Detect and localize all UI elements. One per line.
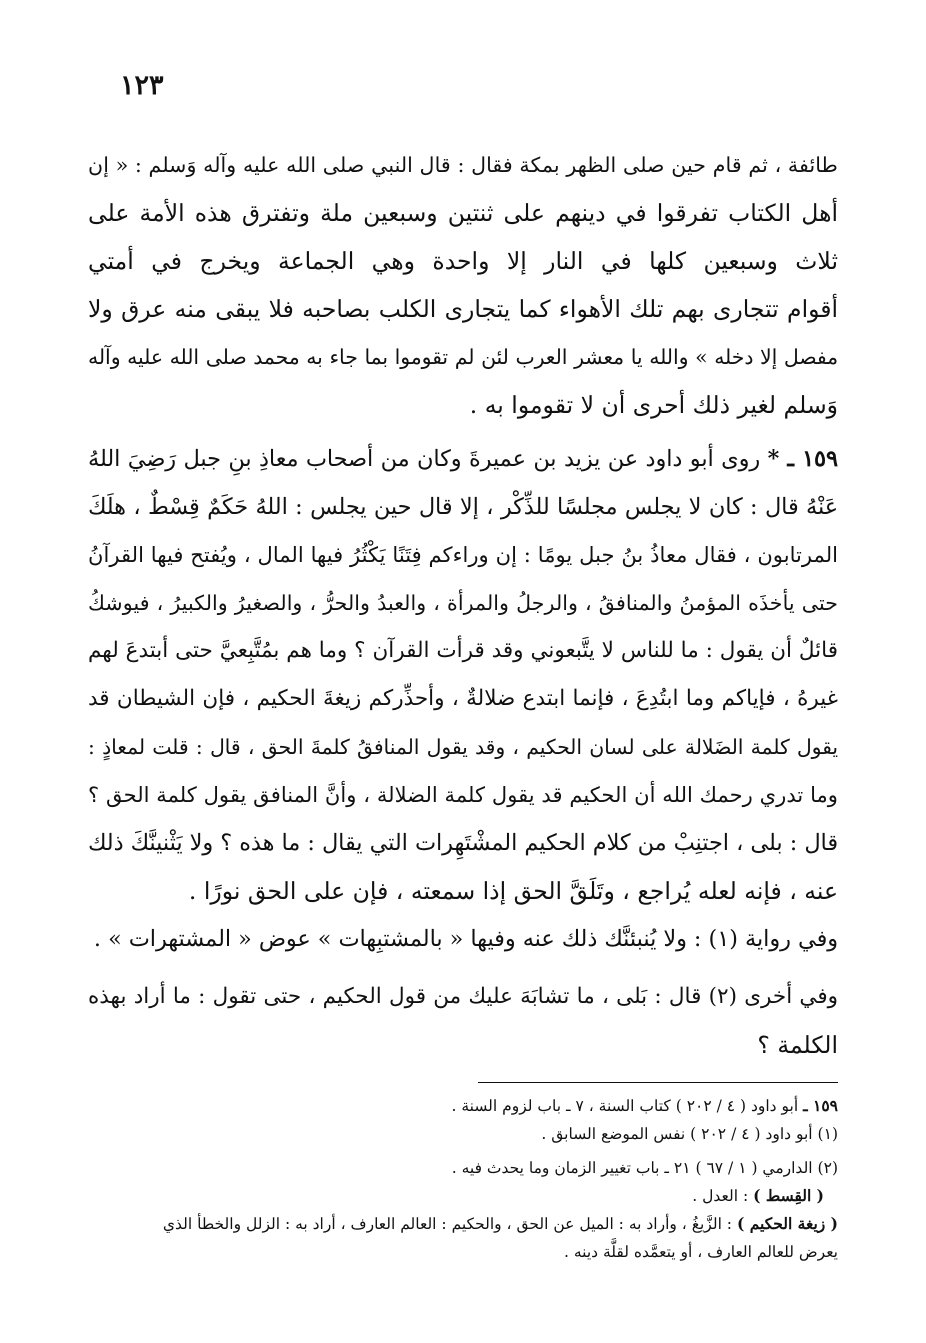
- text-line: غيرهُ ، فإياكم وما ابتُدِعَ ، فإنما ابتدع ضلالةٌ ، وأحذِّركم زيغةَ الحكيم ، فإن الشيطان قد: [88, 686, 838, 711]
- text-line: عَنْهُ قال : كان لا يجلس مجلسًا للذِّكْر ، إلا قال حين يجلس : اللهُ حَكَمٌ قِسْطٌ ، هلَكَ: [88, 494, 838, 520]
- hadith-number: ١٥٩ ـ *: [767, 446, 838, 472]
- footnote-lead: ١٥٩ ـ: [803, 1096, 838, 1115]
- footnote-text: أبو داود ( ٤ / ٢٠٢ ) نفس الموضع السابق .: [541, 1125, 813, 1143]
- footnote: [88, 1120, 838, 1148]
- text-line: [88, 435, 838, 483]
- footnote-lead: (٢): [817, 1159, 838, 1177]
- text-line: حتى يأخذَه المؤمنُ والمنافقُ ، والرجلُ والمرأة ، والعبدُ والحرُّ ، والصغيرُ والكبيرُ ، فيوشكُ: [88, 591, 838, 615]
- text-line: أهل الكتاب تفرقوا في دينهم على ثنتين وسبعين ملة وتفترق هذه الأمة على: [88, 199, 838, 227]
- footnote: [88, 1092, 838, 1120]
- text-line: ثلاث وسبعين كلها في النار إلا واحدة وهي الجماعة ويخرج في أمتي: [88, 247, 838, 275]
- paragraph-hadith-intro: [88, 141, 838, 429]
- page-number: ١٢٣: [120, 70, 164, 101]
- text-segment: روى أبو داود عن يزيد بن عميرةَ وكان من أصحاب معاذِ بنِ جبل رَضِيَ اللهُ: [88, 446, 761, 472]
- footnote: [88, 1210, 838, 1238]
- footnote-lead: ( القِسط ): [753, 1186, 824, 1205]
- text-line: قائلٌ أن يقول : ما للناس لا يتَّبعوني وقد قرأت القرآن ؟ وما هم بمُتَّبِعيَّ حتى أبتدعَ لهم: [88, 638, 838, 663]
- text-line: عنه ، فإنه لعله يُراجع ، وتَلَقَّ الحق إذا سمعته ، فإن على الحق نورًا .: [188, 877, 838, 905]
- text-line: وَسلم لغير ذلك أحرى أن لا تقوموا به .: [469, 391, 838, 419]
- footnote-lead: (١): [817, 1125, 838, 1143]
- footnote-text: : العدل .: [692, 1187, 749, 1205]
- text-line: المرتابون ، فقال معاذُ بنُ جبل يومًا : إن وراءكم فِتَنًا يَكْثُرُ فيها المال ، ويُفتح فيها القرآنُ: [88, 542, 838, 567]
- text-line: الكلمة ؟: [757, 1031, 838, 1059]
- text-line: وما تدري رحمك الله أن الحكيم قد يقول كلمة الضلالة ، وأنَّ المنافق يقول كلمة الحق ؟: [88, 782, 838, 807]
- paragraph-159: [88, 435, 838, 915]
- text-line: وفي رواية (١) : ولا يُنبئنَّك ذلك عنه وفيها « بالمشتبِهات » عوض « المشتهرات » .: [93, 926, 838, 952]
- text-line: وفي أخرى (٢) قال : بَلى ، ما تشابَهَ عليك من قول الحكيم ، حتى تقول : ما أراد بهذه: [88, 984, 839, 1009]
- text-line: مفصل إلا دخله » والله يا معشر العرب لئن لم تقوموا بما جاء به محمد صلى الله عليه وآله: [88, 345, 838, 369]
- footnote: [88, 1182, 838, 1210]
- footnote-text: أبو داود ( ٤ / ٢٠٢ ) كتاب السنة ، ٧ ـ باب لزوم السنة .: [451, 1097, 799, 1115]
- footnote-text: : الزَّيغُ ، وأراد به : الميل عن الحق ، والحكيم : العالم العارف ، أراد به : الزلل والخطأ الذي: [162, 1215, 733, 1233]
- text-line: أقوام تتجارى بهم تلك الأهواء كما يتجارى الكلب بصاحبه فلا يبقى منه عرق ولا: [88, 295, 838, 323]
- footnote-text: الدارمي ( ١ / ٦٧ ) ٢١ ـ باب تغيير الزمان وما يحدث فيه .: [451, 1159, 813, 1177]
- footnote-divider: [478, 1082, 838, 1083]
- footnote-lead: ( زيغة الحكيم ): [736, 1214, 838, 1233]
- footnote: [88, 1238, 838, 1266]
- footnote: [88, 1154, 838, 1182]
- paragraph-variant-1: [88, 915, 838, 963]
- text-line: قال : بلى ، اجتنِبْ من كلام الحكيم المشْتَهِرات التي يقال : ما هذه ؟ ولا يَثْنينَّكَ ذلك: [88, 830, 838, 856]
- text-line: يقول كلمة الضَلالة على لسان الحكيم ، وقد يقول المنافقُ كلمةَ الحق ، قال : قلت لمعاذٍ :: [88, 735, 838, 759]
- footnote-text: يعرض للعالم العارف ، أو يتعمَّده لقلَّة دينه .: [564, 1243, 838, 1261]
- footnotes: [88, 1092, 838, 1266]
- paragraph-variant-2: [88, 973, 838, 1069]
- text-line: طائفة ، ثم قام حين صلى الظهر بمكة فقال : قال النبي صلى الله عليه وآله وَسلم : « إن: [88, 153, 838, 177]
